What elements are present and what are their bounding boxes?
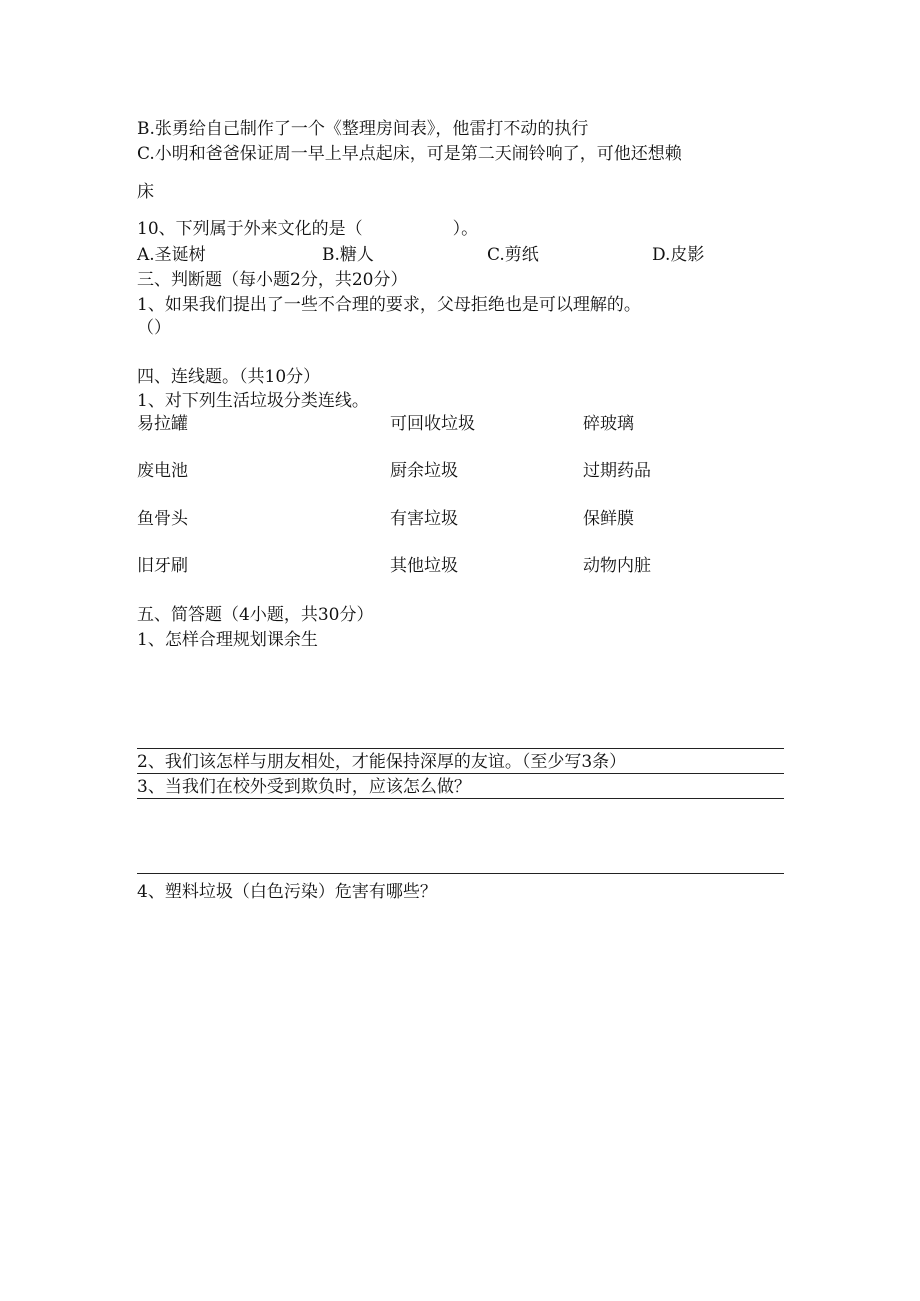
q10-stem-before: 10、下列属于外来文化的是（ [137, 219, 363, 239]
section5-q2: 2、我们该怎样与朋友相处，才能保持深厚的友谊。（至少写3条） [137, 752, 627, 772]
match-item-middle-3: 有害垃圾 [390, 509, 458, 529]
match-item-left-4: 旧牙刷 [137, 556, 188, 576]
q10-option-b: B.糖人 [322, 245, 374, 265]
section5-q3: 3、当我们在校外受到欺负时，应该怎么做？ [137, 777, 471, 797]
match-item-middle-1: 可回收垃圾 [390, 414, 475, 434]
match-item-middle-2: 厨余垃圾 [390, 461, 458, 481]
q10-option-c: C.剪纸 [487, 245, 539, 265]
section4-title: 四、连线题。（共10分） [137, 367, 321, 387]
match-item-right-3: 保鲜膜 [583, 509, 634, 529]
match-item-middle-4: 其他垃圾 [390, 556, 458, 576]
q10-option-d: D.皮影 [652, 245, 705, 265]
q10-stem-after: ）。 [452, 219, 479, 239]
match-item-right-2: 过期药品 [583, 461, 651, 481]
section5-q4: 4、塑料垃圾（白色污染）危害有哪些？ [137, 882, 437, 902]
q10-stem [137, 218, 478, 240]
q10-option-a: A.圣诞树 [137, 245, 206, 265]
section4-q1: 1、对下列生活垃圾分类连线。 [137, 391, 369, 411]
answer-line-q2 [137, 773, 784, 774]
match-item-left-1: 易拉罐 [137, 414, 188, 434]
section3-q1: 1、如果我们提出了一些不合理的要求，父母拒绝也是可以理解的。 [137, 295, 641, 315]
section3-title: 三、判断题（每小题2分，共20分） [137, 270, 408, 290]
answer-line-q1 [137, 748, 784, 749]
match-item-left-3: 鱼骨头 [137, 509, 188, 529]
section5-title: 五、简答题（4小题，共30分） [137, 605, 374, 625]
match-item-right-1: 碎玻璃 [583, 414, 634, 434]
q9-option-b: B.张勇给自己制作了一个《整理房间表》，他雷打不动的执行 [137, 119, 589, 139]
match-item-right-4: 动物内脏 [583, 556, 651, 576]
section5-q1: 1、怎样合理规划课余生 [137, 630, 318, 650]
section3-q1-answer[interactable]: （） [137, 318, 171, 338]
q9-option-c-line1: C.小明和爸爸保证周一早上早点起床，可是第二天闹铃响了，可他还想赖 [137, 144, 682, 164]
answer-line-q3-top [137, 798, 784, 799]
q9-option-c-line2: 床 [137, 182, 154, 202]
answer-line-q3-bottom [137, 873, 784, 874]
match-item-left-2: 废电池 [137, 461, 188, 481]
